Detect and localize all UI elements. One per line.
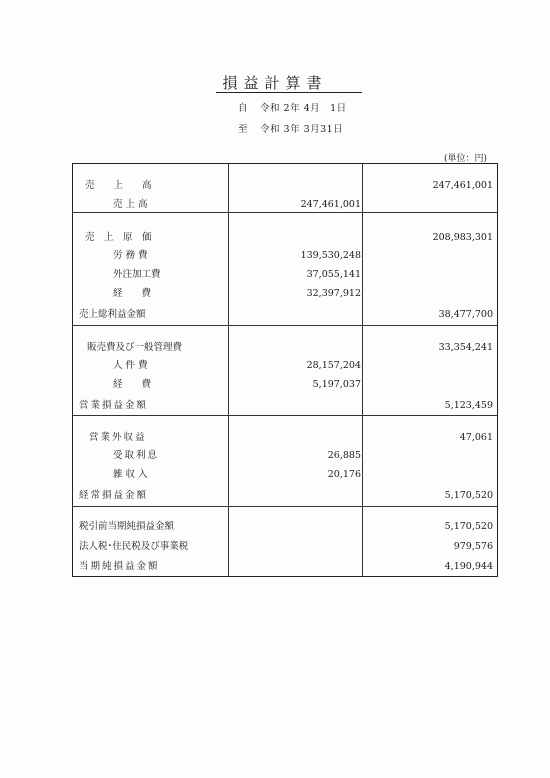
row-total: 33,354,241 bbox=[438, 342, 493, 353]
section-divider bbox=[73, 506, 497, 507]
section-divider bbox=[73, 325, 497, 326]
statement-title: 損益計算書 bbox=[222, 74, 328, 92]
income-statement-table bbox=[72, 163, 498, 577]
row-total: 47,061 bbox=[459, 432, 493, 443]
section-divider bbox=[73, 415, 497, 416]
row-label: 労 務 費 bbox=[113, 250, 148, 261]
row-label: 販売費及び一般管理費 bbox=[87, 342, 183, 353]
row-label: 経常損益金額 bbox=[79, 490, 149, 501]
row-label: 税引前当期純損益金額 bbox=[79, 521, 175, 532]
row-detail: 20,176 bbox=[327, 469, 361, 480]
row-label: 雑 収 入 bbox=[113, 469, 148, 480]
row-label: 受取利息 bbox=[113, 450, 160, 461]
period-to bbox=[238, 121, 343, 135]
column-divider-1 bbox=[228, 164, 229, 576]
row-total: 4,190,944 bbox=[444, 561, 493, 572]
row-detail: 28,157,204 bbox=[306, 360, 361, 371]
title-underline bbox=[216, 92, 362, 93]
row-label: 売 上 高 bbox=[113, 199, 148, 210]
row-detail: 5,197,037 bbox=[312, 379, 361, 390]
row-label: 人 件 費 bbox=[113, 360, 148, 371]
row-label: 売上総利益金額 bbox=[79, 309, 146, 320]
column-divider-2 bbox=[362, 164, 363, 576]
period-from bbox=[238, 100, 347, 114]
row-detail: 37,055,141 bbox=[306, 269, 361, 280]
row-label: 営業外収益 bbox=[89, 432, 147, 443]
row-label: 法人税･住民税及び事業税 bbox=[79, 541, 189, 552]
row-detail: 247,461,001 bbox=[300, 199, 361, 210]
period-to-label: 至 bbox=[238, 124, 249, 135]
period-from-label: 自 bbox=[238, 103, 249, 114]
row-label: 外注加工費 bbox=[113, 269, 161, 280]
row-detail: 139,530,248 bbox=[300, 250, 361, 261]
row-detail: 26,885 bbox=[327, 450, 361, 461]
row-total: 208,983,301 bbox=[432, 232, 493, 243]
row-total: 5,123,459 bbox=[444, 400, 493, 411]
row-total: 979,576 bbox=[453, 541, 493, 552]
row-label: 営業損益金額 bbox=[79, 400, 149, 411]
row-total: 5,170,520 bbox=[444, 521, 493, 532]
row-label: 売 上 原 価 bbox=[85, 232, 152, 243]
row-total: 5,170,520 bbox=[444, 490, 493, 501]
row-total: 38,477,700 bbox=[438, 309, 493, 320]
row-label: 経 費 bbox=[113, 379, 152, 390]
unit-note: (単位：円) bbox=[444, 154, 488, 164]
period-to-date: 令和 3年 3月31日 bbox=[260, 124, 344, 135]
period-from-date: 令和 2年 4月 1日 bbox=[260, 103, 347, 114]
row-total: 247,461,001 bbox=[432, 180, 493, 191]
section-divider bbox=[73, 212, 497, 213]
row-detail: 32,397,912 bbox=[306, 288, 361, 299]
row-label: 経 費 bbox=[113, 288, 152, 299]
row-label: 当期純損益金額 bbox=[79, 561, 160, 572]
row-label: 売 上 高 bbox=[85, 180, 152, 191]
